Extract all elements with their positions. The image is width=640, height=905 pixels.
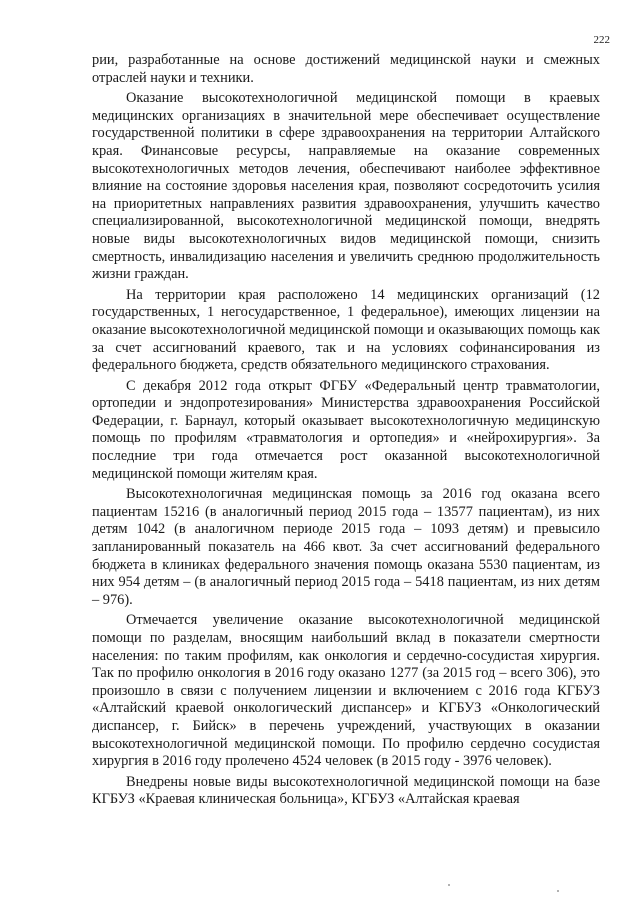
paragraph-new-types: Внедрены новые виды высокотехнологичной медицинской помощи на базе КГБУЗ «Краевая клиническая больница», КГБУЗ «Алтайская краевая	[92, 773, 600, 808]
paragraph-continuation: рии, разработанные на основе достижений медицинской науки и смежных отраслей науки и техники.	[92, 52, 600, 86]
paragraph-oncology-cardiac: Отмечается увеличение оказание высокотехнологичной медицинской помощи по разделам, вносящим наибольший вклад в показатели смертности населения: по таким профилям, как онкология и сердечно-сосудистая хирургия. Так по профилю онкология в 2016 году оказано 1277 (за 2015 год – всего 306), это произошло в связи с получением лицензии и включением с 2016 года КГБУЗ «Алтайский краевой онкологический диспансер» и КГБУЗ «Онкологический диспансер, г. Бийск» в перечень учреждений, участвующих в оказании высокотехнологичной медицинской помощи. По профилю сердечно сосудистая хирургия в 2016 году пролечено 4524 человек (в 2015 году - 3976 человек).	[92, 612, 600, 770]
page-number: 222	[593, 34, 610, 46]
document-body	[92, 52, 600, 812]
scan-speck	[557, 890, 559, 892]
paragraph-hightech-care: Оказание высокотехнологичной медицинской помощи в краевых медицинских организациях в значительной мере обеспечивает осуществление государственной политики в сфере здравоохранения на территории Алтайского края. Финансовые ресурсы, направляемые на оказание современных высокотехнологичных методов лечения, обеспечивают наиболее эффективное влияние на состояние здоровья населения края, позволяют сосредоточить усилия на приоритетных направлениях развития здравоохранения, улучшить качество специализированной, высокотехнологичной медицинской помощи, внедрять новые виды высокотехнологичных видов медицинской помощи, снизить смертность, инвалидизацию населения и увеличить среднюю продолжительность жизни граждан.	[92, 90, 600, 283]
paragraph-2016-statistics: Высокотехнологичная медицинская помощь за 2016 год оказана всего пациентам 15216 (в аналогичный период 2015 года – 13577 пациентам), из них детям 1042 (в аналогичном периоде 2015 года – 1093 детям) и превысило запланированный показатель на 466 квот. За счет ассигнований федерального бюджета в клиниках федерального значения помощь оказана 5530 пациентам, из них 954 детям – (в аналогичный период 2015 года – 5418 пациентам, из них детям – 976).	[92, 486, 600, 608]
paragraph-licensed-organizations: На территории края расположено 14 медицинских организаций (12 государственных, 1 негосударственное, 1 федеральное), имеющих лицензии на оказание высокотехнологичной медицинской помощи и оказывающих помощь как за счет ассигнований краевого, так и на условиях софинансирования из федерального бюджета, средств обязательного медицинского страхования.	[92, 286, 600, 374]
paragraph-federal-center: С декабря 2012 года открыт ФГБУ «Федеральный центр травматологии, ортопедии и эндопротезирования» Министерства здравоохранения Российской Федерации, г. Барнаул, который оказывает высокотехнологичную медицинскую помощь по профилям «травматология и ортопедия» и «нейрохирургия». За последние три года отмечается рост оказанной высокотехнологичной медицинской помощи жителям края.	[92, 377, 600, 482]
scan-speck	[448, 884, 450, 886]
